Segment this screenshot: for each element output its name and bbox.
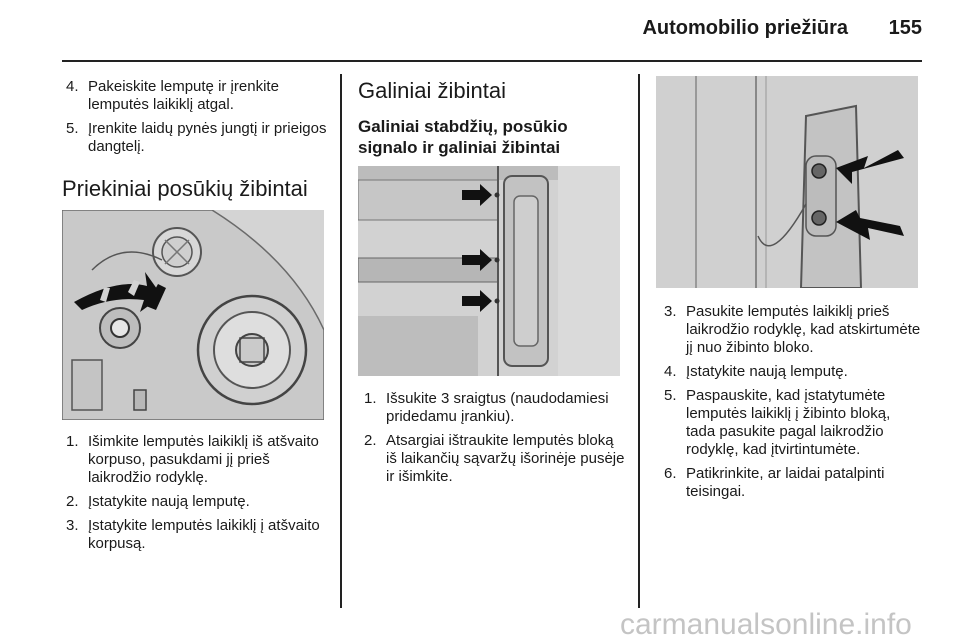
steps-list-top	[66, 78, 336, 162]
section-title: Automobilio priežiūra	[642, 17, 848, 39]
front-turn-lamp-figure	[62, 210, 324, 420]
rear-lamp-screws-figure	[358, 166, 620, 376]
header-rule	[62, 60, 922, 62]
rear-lamp-holders-figure	[656, 76, 918, 288]
lamp-holder-illustration	[656, 76, 918, 288]
list-item: 1. Išsukite 3 sraigtus (naudodamiesi pridedamu įrankiu).	[364, 390, 609, 425]
list-item: 4. Pakeiskite lemputę ir įrenkite lemputės laikiklį atgal.	[66, 78, 279, 113]
steps-list-holders	[664, 303, 922, 507]
steps-list-rear-lamps	[364, 390, 628, 492]
steps-list-front-turn	[66, 433, 328, 559]
list-item: 2. Atsargiai ištraukite lemputės bloką iš laikančių sąvaržų išorinėje pusėje ir išimkite.	[364, 432, 625, 485]
watermark: carmanualsonline.info	[620, 608, 912, 641]
section-heading-front-turn: Priekiniai posūkių žibintai	[62, 176, 308, 201]
page-number: 155	[888, 17, 922, 39]
column-divider-1	[340, 74, 342, 608]
list-item: 1. Išimkite lemputės laikiklį iš atšvaito korpuso, pasukdami jį prieš laikrodžio rodyklę.	[66, 433, 319, 486]
list-item: 3. Įstatykite lemputės laikiklį į atšvaito korpusą.	[66, 517, 320, 552]
list-item: 2. Įstatykite naują lemputę.	[66, 493, 250, 510]
list-item: 5. Įrenkite laidų pynės jungtį ir prieigos dangtelį.	[66, 120, 327, 155]
list-item: 4. Įstatykite naują lemputę.	[664, 363, 848, 380]
rear-lamp-illustration	[358, 166, 620, 376]
subheading-rear-lamps: Galiniai stabdžių, posūkio signalo ir galiniai žibintai	[358, 117, 568, 157]
column-divider-2	[638, 74, 640, 608]
list-item: 6. Patikrinkite, ar laidai patalpinti teisingai.	[664, 465, 885, 500]
list-item: 3. Pasukite lemputės laikiklį prieš laikrodžio rodyklę, kad atskirtumėte jį nuo žibinto bloko.	[664, 303, 921, 356]
list-item: 5. Paspauskite, kad įstatytumėte lemputės laikiklį į žibinto bloką, tada pasukite pagal laikrodžio rodyklę, kad įtvirtintumėte.	[664, 387, 891, 458]
headlamp-illustration	[62, 210, 324, 420]
section-heading-rear-lamps: Galiniai žibintai	[358, 78, 506, 103]
